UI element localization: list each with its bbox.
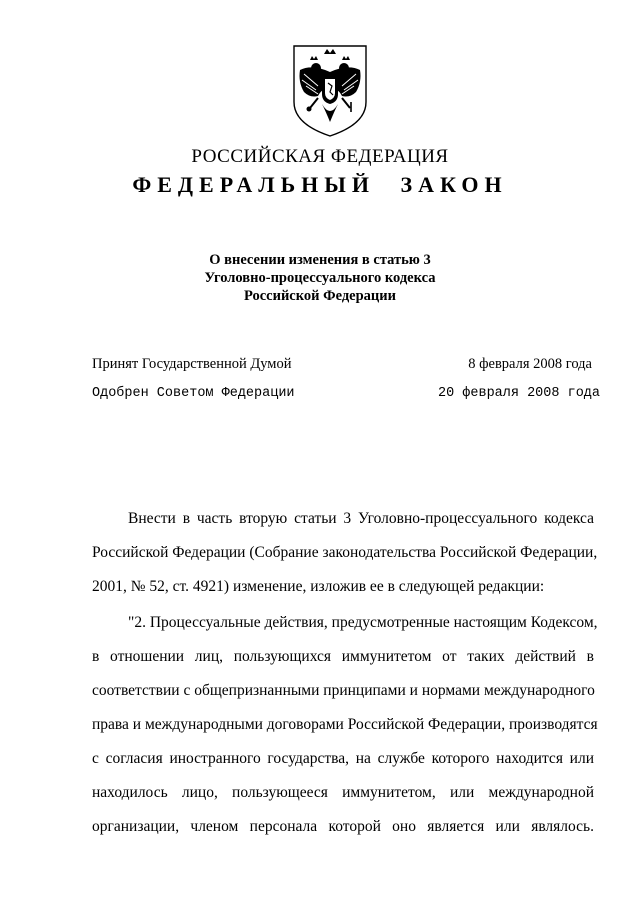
law-title-line: О внесении изменения в статью 3 xyxy=(209,252,431,268)
text-line: организации, членом персонала которой оно является или являлось. xyxy=(92,818,594,835)
text-line: права и международными договорами Российской Федерации, производятся xyxy=(92,716,598,733)
body-paragraph-2 xyxy=(92,606,598,844)
law-title xyxy=(0,251,640,305)
text-line: соответствии с общепризнанными принципами и нормами международного xyxy=(92,682,595,699)
coat-of-arms-icon xyxy=(288,42,372,138)
country-heading: РОССИЙСКАЯ ФЕДЕРАЦИЯ xyxy=(191,146,449,167)
body-paragraph-1 xyxy=(92,502,598,604)
text-line: находилось лицо, пользующееся иммунитетом, или международной xyxy=(92,784,594,801)
law-title-line: Российской Федерации xyxy=(243,288,396,304)
duma-adoption-label: Принят Государственной Думой xyxy=(92,356,292,372)
text-line: Внести в часть вторую статьи 3 Уголовно-процессуального кодекса xyxy=(128,510,594,527)
duma-adoption-date: 8 февраля 2008 года xyxy=(468,356,592,372)
council-approval-label: Одобрен Советом Федерации xyxy=(92,386,295,401)
council-approval-date: 20 февраля 2008 года xyxy=(437,386,600,401)
law-title-line: Уголовно-процессуального кодекса xyxy=(204,270,436,286)
text-line: Российской Федерации (Собрание законодательства Российской Федерации, xyxy=(92,544,598,561)
text-line: в отношении лиц, пользующихся иммунитетом от таких действий в xyxy=(92,648,594,665)
text-line: с согласия иностранного государства, на службе которого находится или xyxy=(92,750,594,767)
text-line: "2. Процессуальные действия, предусмотренные настоящим Кодексом, xyxy=(128,614,598,631)
text-line: 2001, № 52, ст. 4921) изменение, изложив ее в следующей редакции: xyxy=(92,578,545,595)
law-type-heading: ФЕДЕРАЛЬНЫЙ ЗАКОН xyxy=(132,172,508,197)
